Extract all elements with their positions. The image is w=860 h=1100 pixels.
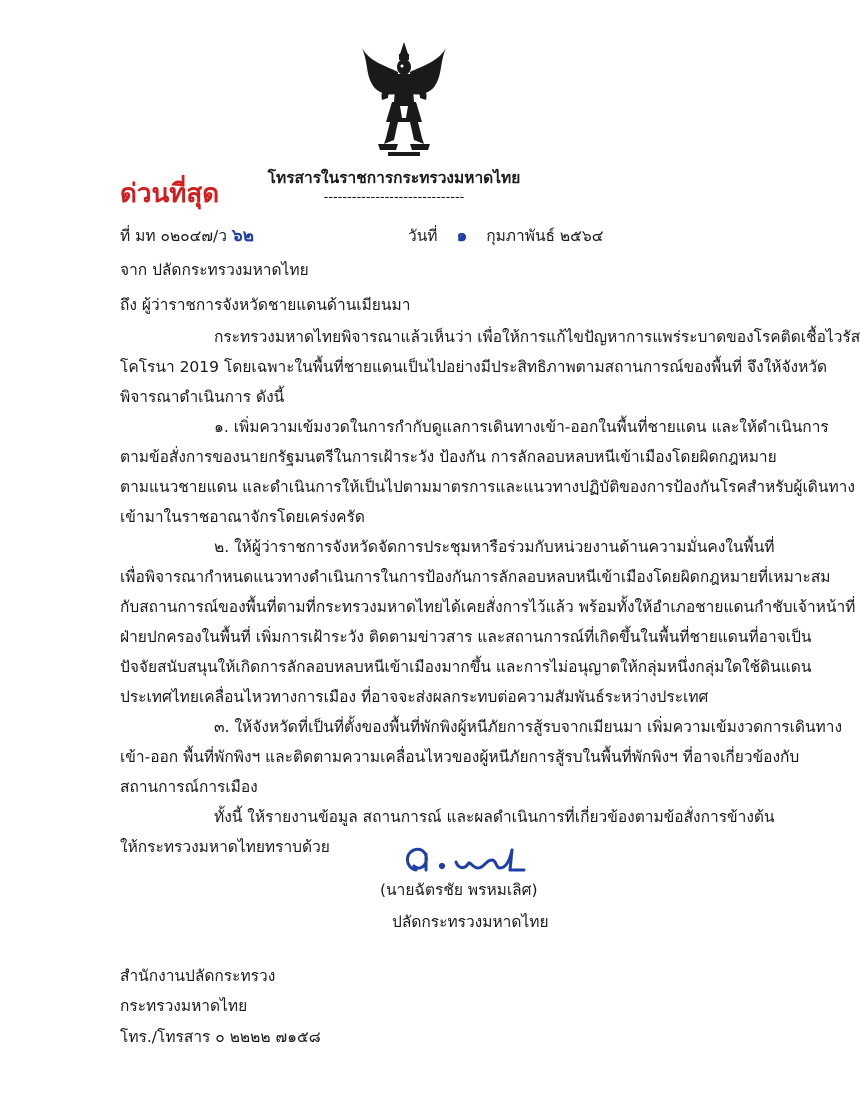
closing-line: ทั้งนี้ ให้รายงานข้อมูล สถานการณ์ และผลดำเนินการที่เกี่ยวข้องตามข้อสั่งการข้างต้น bbox=[214, 808, 775, 826]
item-2-line: เพื่อพิจารณากำหนดแนวทางดำเนินการในการป้องกันการลักลอบหลบหนีเข้าเมืองโดยผิดกฎหมายที่เหมาะสม bbox=[120, 568, 831, 586]
item-2-line: กับสถานการณ์ของพื้นที่ตามที่กระทรวงมหาดไทยได้เคยสั่งการไว้แล้ว พร้อมทั้งให้อำเภอชายแดนกำชับเจ้าหน้าที่ bbox=[120, 598, 856, 616]
item-2-line: ฝ่ายปกครองในพื้นที่ เพิ่มการเฝ้าระวัง ติดตามข่าวสาร และสถานการณ์ที่เกิดขึ้นในพื้นที่ชายแดนที่อาจเป็น bbox=[120, 628, 812, 646]
item-1-paragraph bbox=[120, 412, 855, 532]
footer-office: สำนักงานปลัดกระทรวง bbox=[120, 967, 276, 985]
title-divider: ------------------------------ bbox=[323, 190, 465, 205]
footer-phone: โทร./โทรสาร ๐ ๒๒๒๒ ๗๑๕๘ bbox=[120, 1028, 321, 1046]
to-line: ถึง ผู้ว่าราชการจังหวัดชายแดนด้านเมียนมา bbox=[120, 296, 411, 314]
garuda-emblem-icon bbox=[358, 40, 450, 158]
date-label: วันที่ bbox=[408, 227, 438, 245]
item-3-line: ๓. ให้จังหวัดที่เป็นที่ตั้งของพื้นที่พักพิงผู้หนีภัยการสู้รบจากเมียนมา เพิ่มความเข้มงวดการเดินทาง bbox=[214, 718, 843, 736]
from-line: จาก ปลัดกระทรวงมหาดไทย bbox=[120, 261, 309, 279]
closing-line: ให้กระทรวงมหาดไทยทราบด้วย bbox=[120, 838, 330, 856]
document-date bbox=[408, 226, 603, 246]
item-2-line: ปัจจัยสนับสนุนให้เกิดการลักลอบหลบหนีเข้าเมืองมากขึ้น และการไม่อนุญาตให้กลุ่มหนึ่งกลุ่มใดใช้ดินแดน bbox=[120, 658, 812, 676]
office-title: โทรสารในราชการกระทรวงมหาดไทย bbox=[267, 169, 521, 187]
intro-line: โคโรนา 2019 โดยเฉพาะในพื้นที่ชายแดนเป็นไปอย่างมีประสิทธิภาพตามสถานการณ์ของพื้นที่ จึงให้จังหวัด bbox=[120, 358, 828, 376]
urgency-stamp: ด่วนที่สุด bbox=[120, 179, 220, 209]
document-number bbox=[120, 226, 254, 246]
intro-line: กระทรวงมหาดไทยพิจารณาแล้วเห็นว่า เพื่อให้การแก้ไขปัญหาการแพร่ระบาดของโรคติดเชื้อไวรัส bbox=[214, 328, 860, 346]
footer-ministry: กระทรวงมหาดไทย bbox=[120, 997, 248, 1015]
item-1-line: ตามข้อสั่งการของนายกรัฐมนตรีในการเฝ้าระวัง ป้องกัน การลักลอบหลบหนีเข้าเมืองโดยผิดกฎหมาย bbox=[120, 448, 777, 466]
intro-paragraph bbox=[120, 322, 860, 412]
handwritten-signature bbox=[400, 840, 540, 878]
document-number-handwritten: ๖๒ bbox=[231, 226, 254, 246]
date-month-year: กุมภาพันธ์ ๒๕๖๔ bbox=[486, 227, 604, 245]
document-number-label: ที่ มท ๐๒๐๔๗/ว bbox=[120, 227, 227, 245]
item-2-line: ประเทศไทยเคลื่อนไหวทางการเมือง ที่อาจจะส่งผลกระทบต่อความสัมพันธ์ระหว่างประเทศ bbox=[120, 688, 709, 706]
date-day-handwritten: ๑ bbox=[456, 226, 468, 246]
item-3-line: เข้า-ออก พื้นที่พักพิงฯ และติดตามความเคลื่อนไหวของผู้หนีภัยการสู้รบในพื้นที่พักพิงฯ ที่อาจเกี่ยวข้องกับ bbox=[120, 748, 800, 766]
signatory-name: (นายฉัตรชัย พรหมเลิศ) bbox=[380, 881, 538, 899]
item-1-line: ๑. เพิ่มความเข้มงวดในการกำกับดูแลการเดินทางเข้า-ออกในพื้นที่ชายแดน และให้ดำเนินการ bbox=[214, 418, 829, 436]
item-1-line: ตามแนวชายแดน และดำเนินการให้เป็นไปตามมาตรการและแนวทางปฏิบัติของการป้องกันโรคสำหรับผู้เดินทาง bbox=[120, 478, 855, 496]
intro-line: พิจารณาดำเนินการ ดังนี้ bbox=[120, 388, 285, 406]
item-3-paragraph bbox=[120, 712, 843, 802]
item-2-paragraph bbox=[120, 532, 856, 712]
signatory-position: ปลัดกระทรวงมหาดไทย bbox=[392, 913, 549, 931]
item-2-line: ๒. ให้ผู้ว่าราชการจังหวัดจัดการประชุมหารือร่วมกับหน่วยงานด้านความมั่นคงในพื้นที่ bbox=[214, 538, 775, 556]
item-1-line: เข้ามาในราชอาณาจักรโดยเคร่งครัด bbox=[120, 508, 365, 526]
item-3-line: สถานการณ์การเมือง bbox=[120, 778, 258, 796]
